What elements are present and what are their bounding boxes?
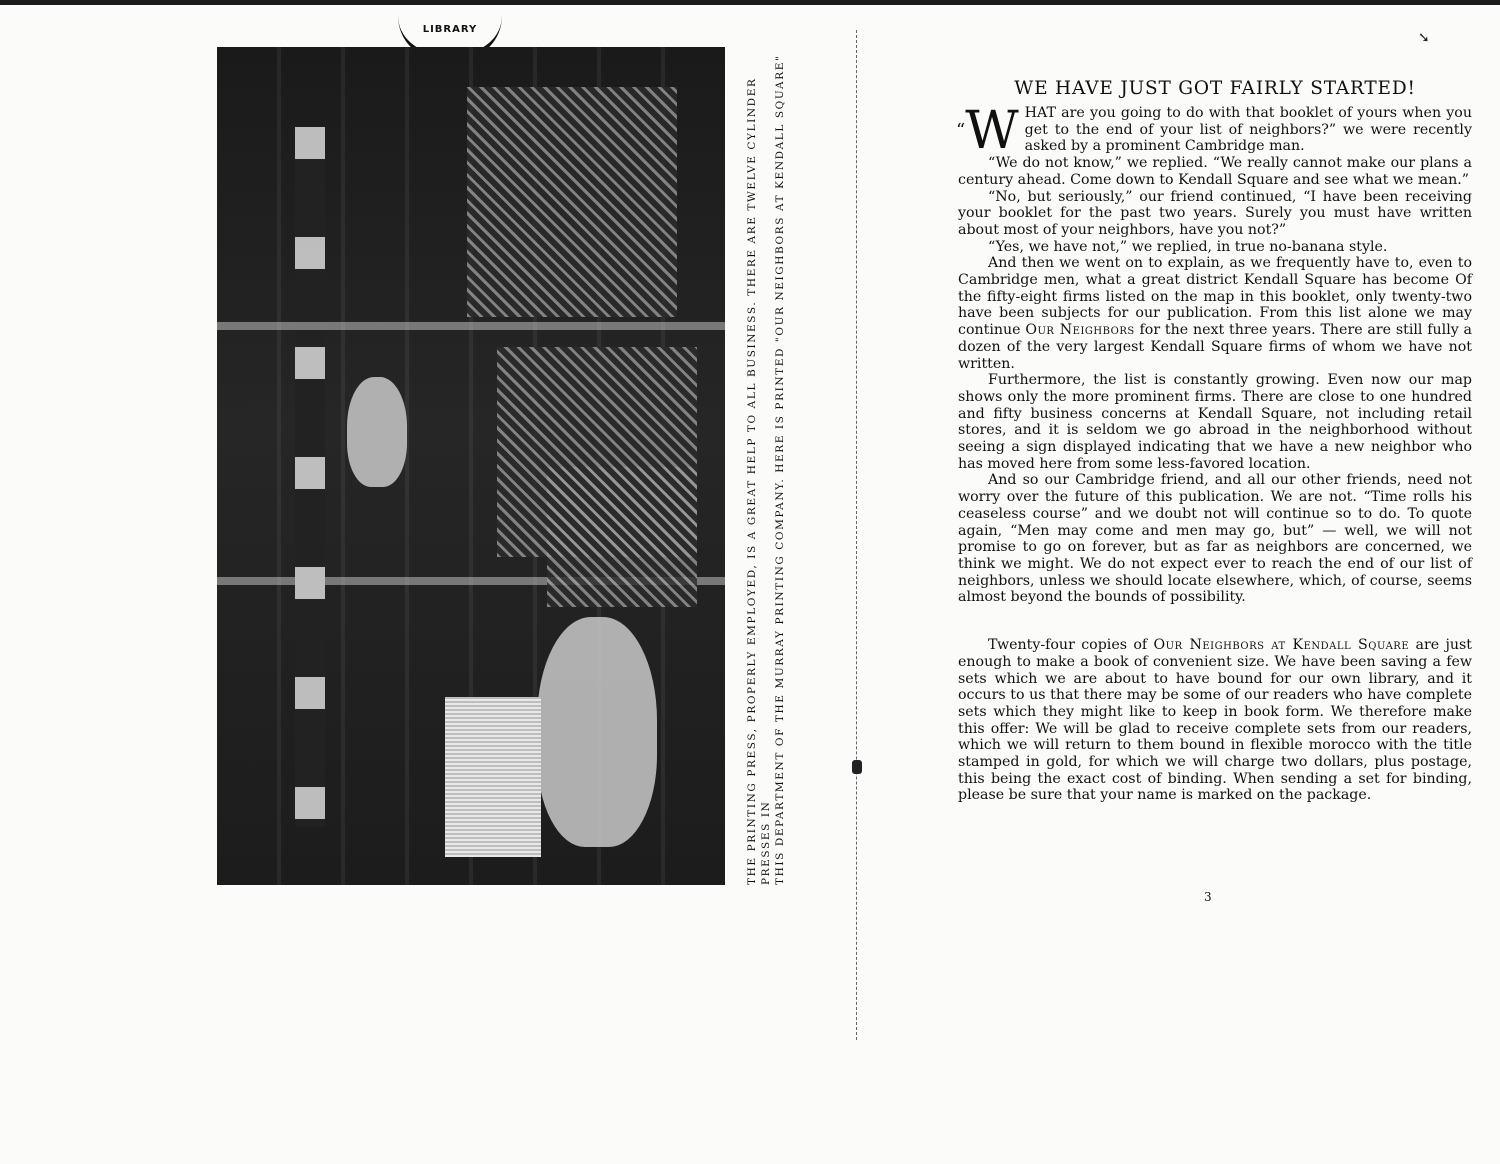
article-paragraph <box>956 101 1472 161</box>
drop-cap-letter: W <box>965 101 1019 161</box>
library-stamp-text: LIBRARY <box>422 24 478 35</box>
photo-caption-line: THIS DEPARTMENT OF THE MURRAY PRINTING COMPANY. HERE IS PRINTED "OUR NEIGHBORS AT KENDALL SQUARE" <box>774 54 786 885</box>
page-fold-line <box>856 30 857 1040</box>
article-paragraph-text: HAT are you going to do with that booklet of yours when you get to the end of your list of neighbors?” we were recently asked by a prominent Cambridge man. <box>1024 105 1472 155</box>
drop-cap <box>956 101 1019 161</box>
article-text: And then we went on to explain, as we frequently have to, even to Cambridge men, what a great district Kendall Square has become Of the fifty-eight firms listed on the map in this booklet, only twenty-two have been subjects for our publication. From this list alone we may continue <box>958 255 1472 339</box>
article-paragraph <box>958 255 1472 372</box>
photo-press <box>547 467 697 607</box>
photo-caption <box>745 47 787 885</box>
photo-caption-line: THE PRINTING PRESS, PROPERLY EMPLOYED, IS A GREAT HELP TO ALL BUSINESS. THERE ARE TWELVE CYLINDER PRESSES IN <box>746 77 772 885</box>
page-number: 3 <box>1204 890 1212 904</box>
photo-press <box>467 87 677 317</box>
article-paragraph: And so our Cambridge friend, and all our other friends, need not worry over the future of this publication. We are not. “Time rolls his ceaseless course” and we doubt not will continue so to do. To quote again, “Men may come and men may go, but” — well, we will not promise to go on forever, but as far as neighbors are concerned, we think we might. We do not expect ever to reach the end of our list of neighbors, unless we should locate elsewhere, which, of course, seems almost beyond the bounds of possibility. <box>958 472 1472 606</box>
photo-worker <box>537 617 657 847</box>
binding-offer-paragraph <box>958 637 1472 804</box>
fold-mark <box>852 760 862 774</box>
article-paragraph: “Yes, we have not,” we replied, in true no-banana style. <box>988 238 1388 255</box>
article-paragraph: “No, but seriously,” our friend continued, “I have been receiving your booklet for the past two years. Surely you must have written about most of your neighbors, have you not?” <box>958 188 1472 238</box>
article-text: Twenty-four copies of <box>988 637 1154 654</box>
drop-cap-quote: “ <box>956 120 966 141</box>
photo-windows <box>295 127 325 827</box>
photo-paper-stack <box>445 697 541 857</box>
punch-mark: ➘ <box>1418 30 1430 46</box>
printing-press-photo <box>217 47 725 885</box>
article-paragraph: Furthermore, the list is constantly growing. Even now our map shows only the more prominent firms. There are close to one hundred and fifty business concerns at Kendall Square, not including retail stores, and it is seldom we go abroad in the neighborhood without seeing a sign displayed indicating that we have a new neighbor who has moved here from some less-favored location. <box>958 372 1472 472</box>
publication-name: Our Neighbors at Kendall Square <box>1153 637 1410 654</box>
article-title: WE HAVE JUST GOT FAIRLY STARTED! <box>1014 78 1416 99</box>
article-text: for the next three years. There are still fully a dozen of the very largest Kendall Square firms of whom we have not written. <box>958 322 1473 372</box>
article-paragraph: “We do not know,” we replied. “We really cannot make our plans a century ahead. Come down to Kendall Square and see what we mean.” <box>958 155 1472 188</box>
article <box>958 78 1472 804</box>
photo-beam <box>217 322 725 330</box>
article-text: are just enough to make a book of convenient size. We have been saving a few sets which we are about to have bound for our own library, and it occurs to us that there may be some of our readers who have complete sets which they might like to keep in book form. We therefore make this offer: We will be glad to receive complete sets from our readers, which we will return to them bound in flexible morocco with the title stamped in gold, for which we will charge two dollars, plus postage, this being the exact cost of binding. When sending a set for binding, please be sure that your name is marked on the package. <box>958 637 1472 804</box>
photo-worker <box>347 377 407 487</box>
publication-name: Our Neighbors <box>1025 322 1135 339</box>
scan-top-edge <box>0 0 1500 5</box>
